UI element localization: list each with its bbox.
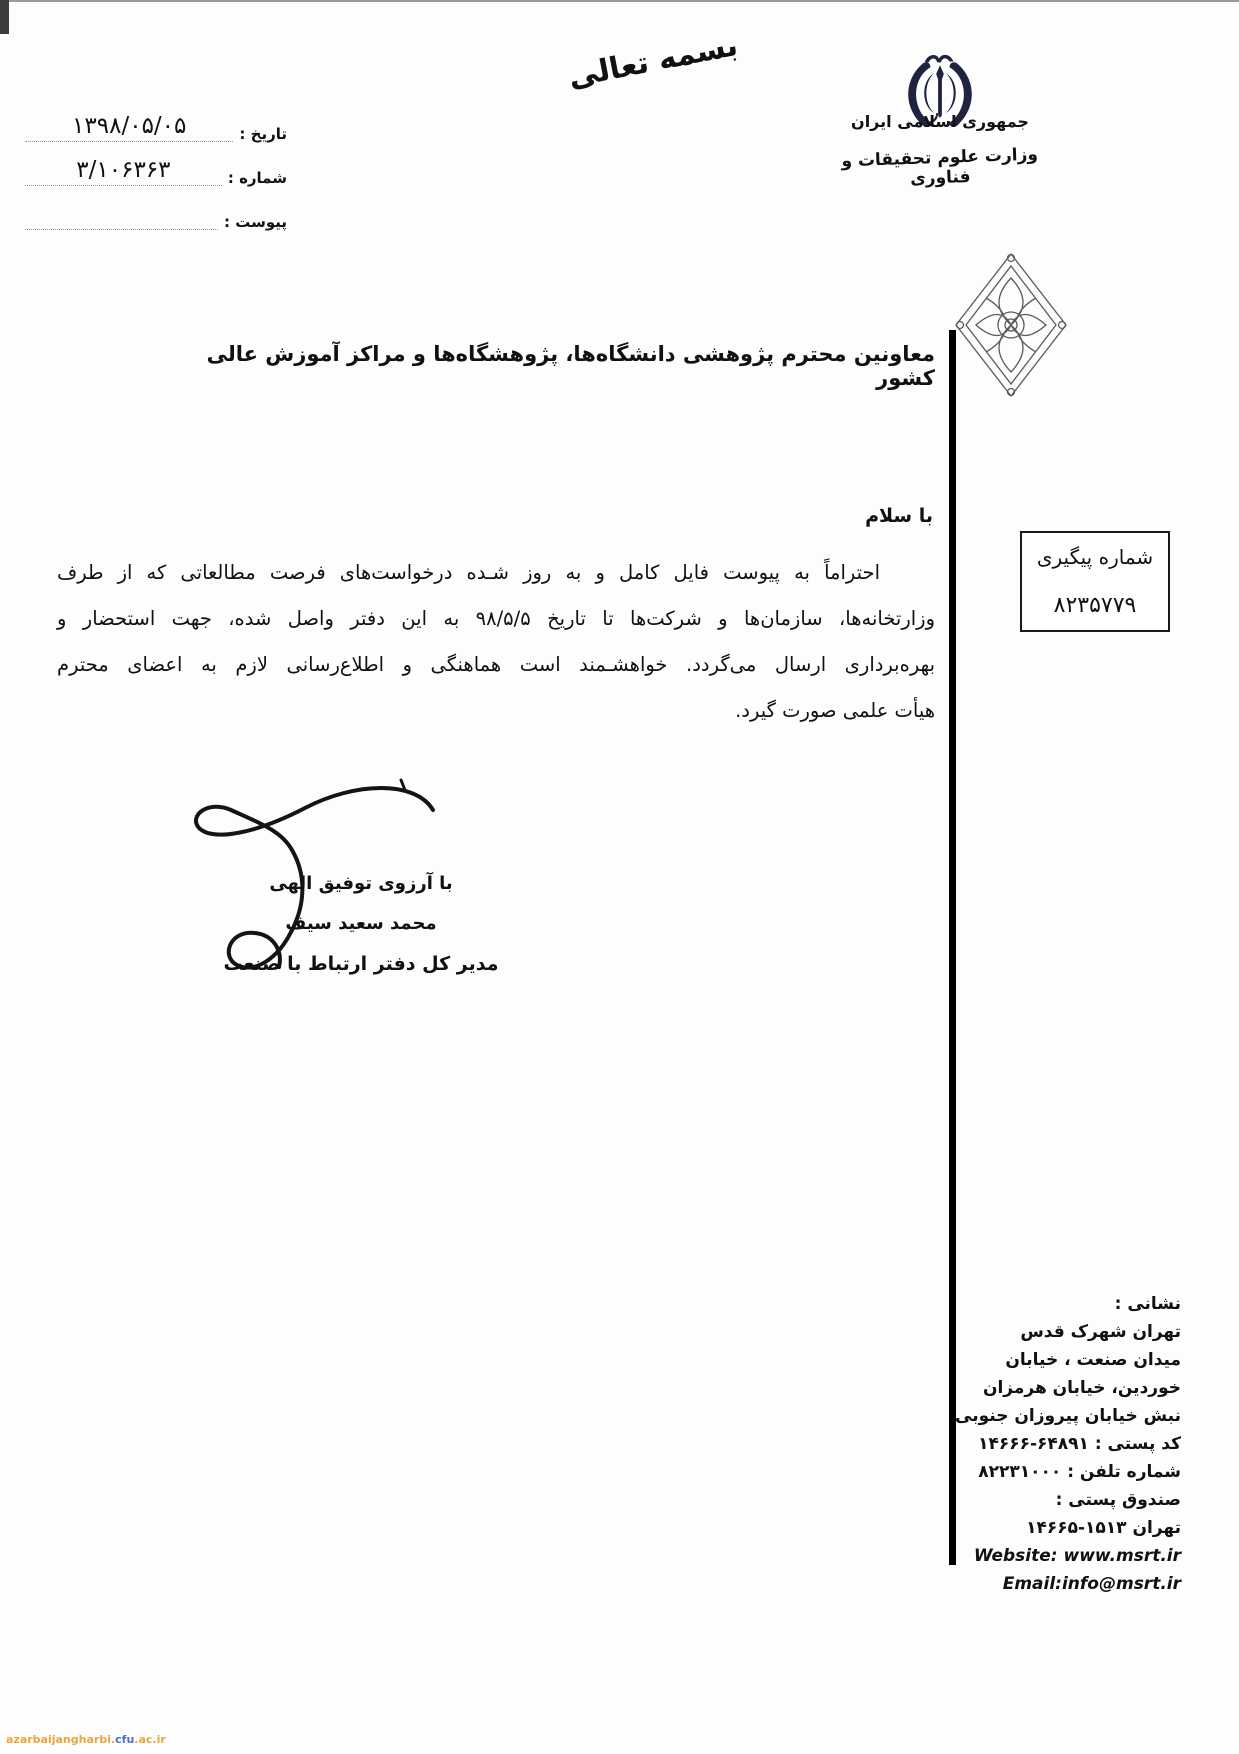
date-row — [25, 98, 287, 142]
po-box-label: صندوق پستی : — [1055, 1490, 1181, 1510]
number-label: شماره : — [227, 168, 287, 187]
watermark-part: azarbaijangharbi. — [6, 1733, 116, 1746]
date-value: ۱۳۹۸/۰۵/۰۵ — [25, 112, 233, 142]
source-watermark — [6, 1733, 166, 1746]
attachment-row — [25, 186, 287, 230]
attachment-dotted-line — [25, 205, 218, 230]
address-line: میدان صنعت ، خیابان — [1005, 1350, 1181, 1370]
footer-contact-block — [851, 1290, 1181, 1598]
address-label: نشانی : — [1114, 1294, 1181, 1314]
letter-meta-block — [25, 98, 287, 230]
ministry-title: وزارت علوم تحقیقات و فناوری — [841, 144, 1039, 190]
po-box-value: تهران ۱۵۱۳-۱۴۶۶۵ — [1026, 1518, 1181, 1538]
signature-wish-line: با آرزوی توفیق الهی — [269, 873, 453, 894]
number-row — [25, 142, 287, 186]
postal-code-value: ۱۴۶۶۶-۶۴۸۹۱ — [978, 1434, 1089, 1454]
tracking-number-value: ۸۲۳۵۷۷۹ — [1053, 593, 1137, 618]
ornament-medallion-icon — [952, 250, 1070, 400]
signature-block — [215, 864, 507, 984]
besmellah-calligraphy: بسمه تعالی — [565, 27, 741, 96]
number-value: ۳/۱۰۶۳۶۳ — [25, 156, 222, 186]
attachment-label: پیوست : — [223, 212, 287, 231]
salutation-text: با سلام — [865, 505, 933, 527]
website-line: Website: www.msrt.ir — [973, 1546, 1181, 1566]
email-line: Email:info@msrt.ir — [1002, 1574, 1181, 1594]
phone-label: شماره تلفن : — [1067, 1462, 1181, 1482]
watermark-part: .ac.ir — [134, 1733, 166, 1746]
scan-corner-artifact — [0, 0, 9, 34]
tracking-number-label: شماره پیگیری — [1036, 545, 1154, 569]
signatory-name: محمد سعید سیف — [285, 913, 437, 934]
address-line: خوردین، خیابان هرمزان — [982, 1378, 1181, 1398]
postal-code-label: کد پستی : — [1094, 1434, 1181, 1454]
body-line: هیأت علمی صورت گیرد. — [735, 699, 935, 722]
tracking-number-box — [1020, 531, 1170, 632]
letter-body — [57, 550, 935, 734]
phone-line — [851, 1458, 1181, 1486]
body-line: احتراماً به پیوست فایل کامل و به روز شـده درخواست‌های فرصت مطالعاتی که از طرف — [57, 561, 880, 584]
postal-code-line — [851, 1430, 1181, 1458]
phone-value: ۸۲۲۳۱۰۰۰ — [978, 1462, 1062, 1482]
address-line: نبش خیابان پیروزان جنوبی — [955, 1406, 1181, 1426]
signatory-title: مدیر کل دفتر ارتباط با صنعت — [223, 953, 499, 975]
address-line: تهران شهرک قدس — [1020, 1322, 1181, 1342]
addressee-line: معاونین محترم پژوهشی دانشگاه‌ها، پژوهشگاه‌ها و مراکز آموزش عالی کشور — [206, 342, 935, 390]
body-line: وزارتخانه‌ها، سازمان‌ها و شرکت‌ها تا تاریخ ۹۸/۵/۵ به این دفتر واصل شده، جهت استحضار و — [57, 607, 936, 630]
scan-edge-artifact — [0, 0, 1239, 2]
watermark-part: cfu — [115, 1733, 135, 1746]
date-label: تاریخ : — [239, 124, 287, 143]
country-title: جمهوری اسلامی ایران — [851, 112, 1029, 131]
body-line: بهره‌برداری ارسال می‌گردد. خواهشـمند است هماهنگی و اطلاع‌رسانی لازم به اعضای محترم — [57, 653, 935, 676]
